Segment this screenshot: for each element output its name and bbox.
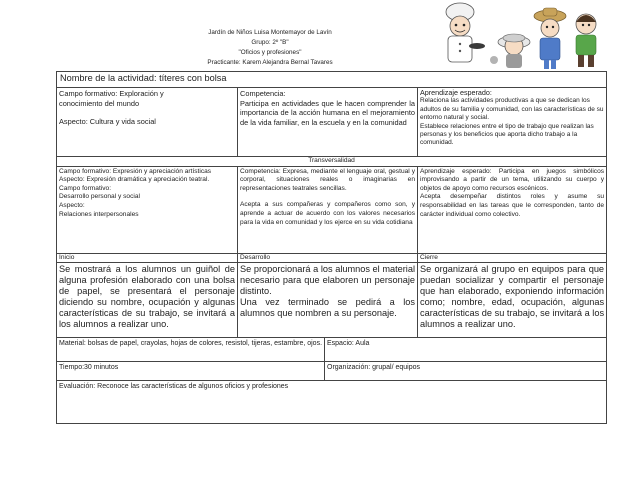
activity-name: Nombre de la actividad: títeres con bolsa (57, 72, 607, 88)
competencia-cell (238, 88, 418, 157)
campo-formativo-line2: conocimiento del mundo (59, 98, 140, 108)
cierre-label: Cierre (418, 253, 607, 263)
inicio-text: Se mostrará a los alumnos un guiñol de alguna profesión elaborado con una bolsa de papel, se presentará el personaje diciendo su nombre, ocupación y algunas características de su trabajo, se invitará a los alumnos a realizar uno. (57, 263, 238, 338)
desarrollo-label: Desarrollo (238, 253, 418, 263)
competencies-row (57, 88, 607, 157)
transversalidad-aprendizaje-1: Aprendizaje esperado: Participa en juegos simbólicos improvisando a partir de un tema, utilizando su cuerpo y objetos de apoyo como recursos escénicos. (420, 167, 605, 192)
organizacion-text: Organización: grupal/ equipos (325, 362, 607, 381)
transversalidad-aspecto-2: Aspecto: (59, 201, 85, 209)
desarrollo-text-1: Se proporcionará a los alumnos el material necesario para que elaboren un personaje distinto. (240, 264, 415, 296)
document-header (150, 28, 390, 68)
transversalidad-aprendizaje-cell (418, 166, 607, 253)
competencia-label: Competencia: (240, 89, 286, 98)
material-text: Material: bolsas de papel, crayolas, hojas de colores, resistol, tijeras, estambre, ojos. (57, 338, 325, 362)
transversalidad-header-row (57, 157, 607, 167)
evaluacion-row (57, 381, 607, 424)
child-figure-icon (576, 14, 596, 67)
school-name: Jardín de Niños Luisa Montemayor de Lavín (208, 29, 332, 36)
group-label: Grupo: 2º "B" (251, 39, 289, 46)
sequence-row (57, 263, 607, 338)
transversalidad-campo-2: Campo formativo: (59, 184, 112, 192)
transversalidad-competencia-2: Acepta a sus compañeras y compañeros como son, y aprende a actuar de acuerdo con los valores necesarios para la vida en comunidad y los ejerce en su vida cotidiana (240, 201, 415, 226)
inicio-label: Inicio (57, 253, 238, 263)
tiempo-text: Tiempo:30 minutos (57, 362, 325, 381)
activity-name-row (57, 72, 607, 88)
aprendizaje-label: Aprendizaje esperado: (420, 88, 492, 97)
transversalidad-campo-cell (57, 166, 238, 253)
transversalidad-campo-2b: Desarrollo personal y social (59, 193, 140, 201)
aprendizaje-cell (418, 88, 607, 157)
sequence-header-row (57, 253, 607, 263)
campo-formativo-line1: Campo formativo: Exploración y (59, 89, 164, 98)
cierre-text: Se organizará al grupo en equipos para que puedan socializar y compartir el personaje que han elaborado, exponiendo información como; nombre, edad, ocupación, algunas características de su trabajo, se invitará a los alumnos a realizar uno. (418, 263, 607, 338)
transversalidad-aspecto-1: Aspecto: Expresión dramática y apreciación teatral. (59, 176, 210, 184)
transversalidad-aspecto-2b: Relaciones interpersonales (59, 210, 139, 218)
professions-illustration (436, 2, 606, 70)
competencia-text: Participa en actividades que le hacen comprender la importancia de la acción humana en el mejoramiento de la vida familiar, en la escuela y en la comunidad (240, 98, 415, 127)
aspecto-label: Aspecto: Cultura y vida social (59, 116, 156, 126)
aprendizaje-text-2: Establece relaciones entre el tipo de trabajo que realizan las personas y los beneficios que aporta dicho trabajo a la comunidad. (420, 122, 594, 147)
transversalidad-competencia-cell (238, 166, 418, 253)
transversalidad-campo-1: Campo formativo: Expresión y apreciación artísticas (59, 167, 212, 175)
project-title: "Oficios y profesiones" (238, 49, 302, 56)
transversalidad-competencia-1: Competencia: Expresa, mediante el lenguaje oral, gestual y corporal, situaciones reales o imaginarias en representaciones teatrales sencillas. (240, 167, 415, 192)
campo-formativo-cell (57, 88, 238, 157)
tiempo-row (57, 362, 607, 381)
espacio-text: Espacio: Aula (325, 338, 607, 362)
transversalidad-row (57, 166, 607, 253)
painter-figure-icon (490, 34, 530, 68)
practitioner-name: Practicante: Karem Alejandra Bernal Tavares (207, 59, 333, 66)
aprendizaje-text-1: Relaciona las actividades productivas a que se dedican los adultos de su familia y comunidad, con las características de su entorno natural y social. (420, 97, 604, 122)
farmer-figure-icon (534, 8, 566, 69)
desarrollo-text-2: Una vez terminado se pedirá a los alumnos que nombren a su personaje. (240, 296, 415, 318)
transversalidad-aprendizaje-2: Acepta desempeñar distintos roles y asume su responsabilidad en las tareas que le corresponden, tanto de carácter individual como colectivo. (420, 193, 605, 218)
chef-figure-icon (446, 3, 485, 62)
desarrollo-cell (238, 263, 418, 338)
material-row (57, 338, 607, 362)
transversalidad-title: Transversalidad (57, 157, 607, 167)
lesson-plan-table (56, 71, 607, 424)
evaluacion-text: Evaluación: Reconoce las características de algunos oficios y profesiones (57, 381, 607, 424)
